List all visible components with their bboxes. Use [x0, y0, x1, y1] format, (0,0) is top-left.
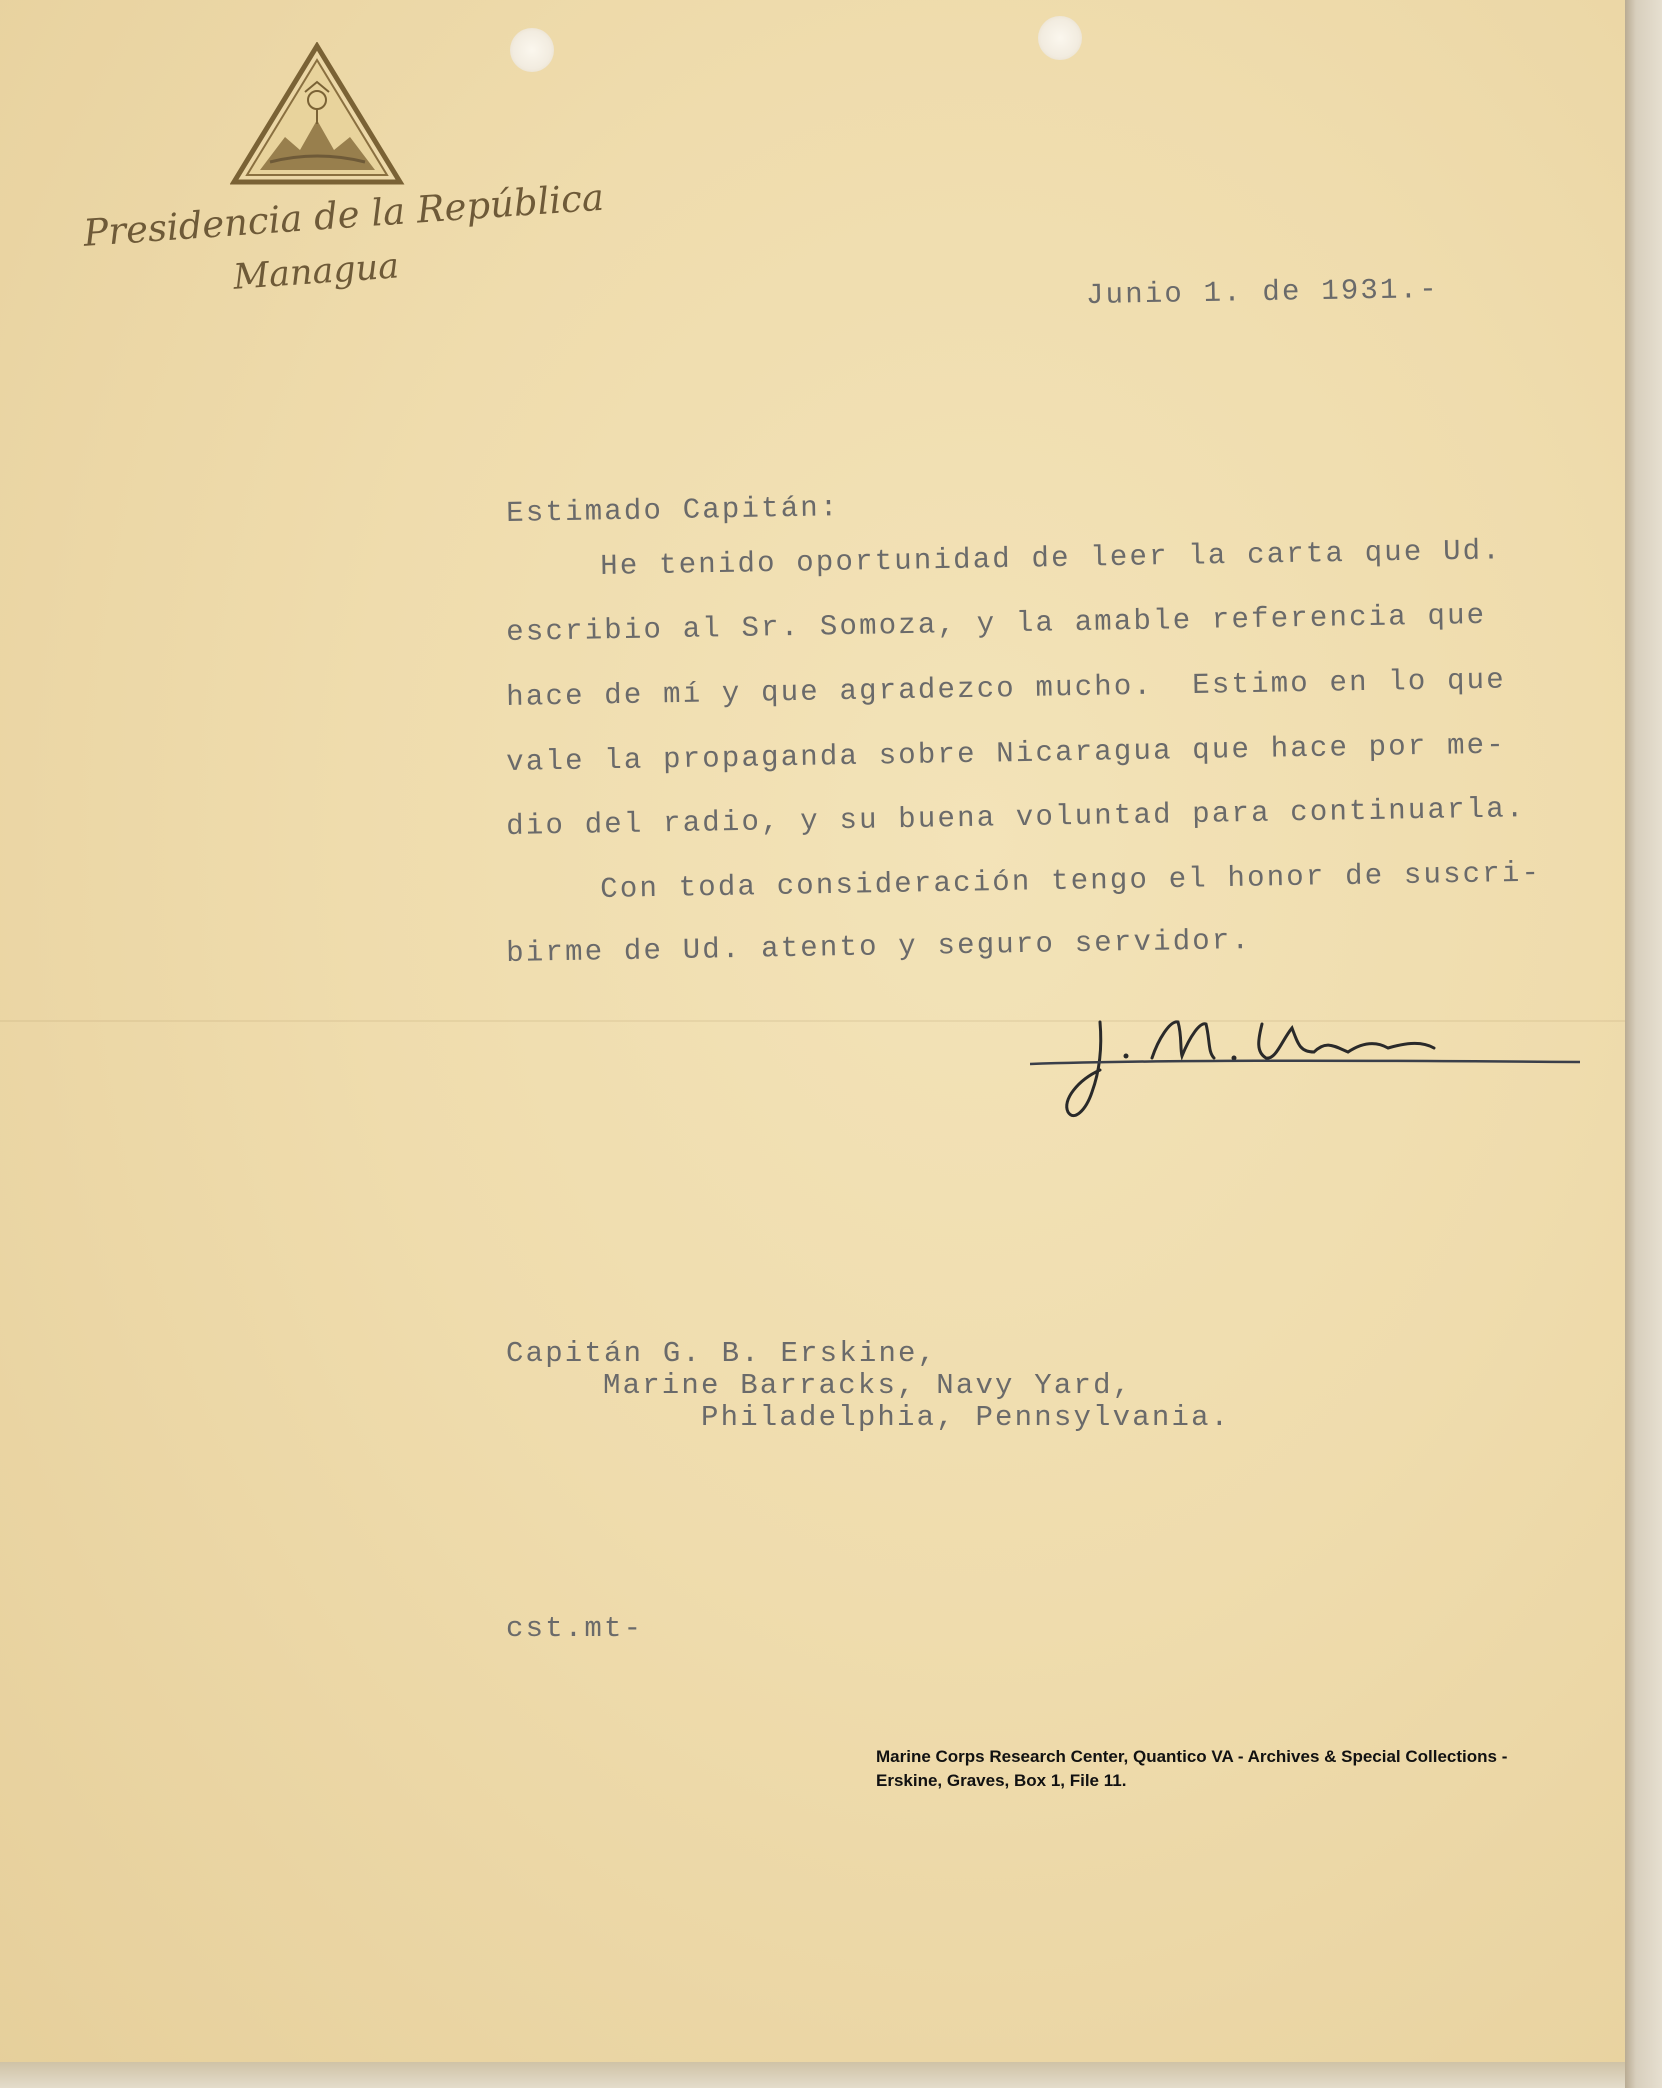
body-line: escribio al Sr. Somoza, y la amable referencia que	[506, 598, 1487, 649]
handwritten-signature	[1030, 1000, 1590, 1130]
letterhead-title: Presidencia de la República	[82, 175, 606, 255]
letter-greeting: Estimado Capitán:	[506, 491, 840, 530]
body-line: Con toda consideración tengo el honor de suscri-	[600, 856, 1542, 906]
archive-citation	[876, 1745, 1596, 1793]
body-line: birme de Ud. atento y seguro servidor.	[506, 923, 1252, 970]
letter-date: Junio 1. de 1931.-	[1085, 272, 1440, 313]
typist-initials: cst.mt-	[506, 1612, 644, 1645]
punch-hole-left	[510, 28, 554, 72]
punch-hole-right	[1038, 16, 1082, 60]
recipient-line: Philadelphia, Pennsylvania.	[701, 1401, 1231, 1434]
body-line: He tenido oportunidad de leer la carta que Ud.	[600, 534, 1503, 583]
archive-citation-line1: Marine Corps Research Center, Quantico VA - Archives & Special Collections -	[876, 1747, 1508, 1766]
letterhead-city: Managua	[232, 246, 401, 298]
body-line: dio del radio, y su buena voluntad para continuarla.	[506, 792, 1526, 843]
page-edge-right	[1625, 0, 1662, 2088]
recipient-line: Capitán G. B. Erskine,	[506, 1337, 938, 1370]
archive-citation-line2: Erskine, Graves, Box 1, File 11.	[876, 1771, 1127, 1790]
body-line: hace de mí y que agradezco mucho. Estimo en lo que	[506, 663, 1507, 714]
coat-of-arms-seal	[230, 42, 405, 187]
recipient-line: Marine Barracks, Navy Yard,	[603, 1369, 1133, 1402]
page-edge-bottom	[0, 2062, 1625, 2088]
body-line: vale la propaganda sobre Nicaragua que hace por me-	[506, 728, 1507, 779]
